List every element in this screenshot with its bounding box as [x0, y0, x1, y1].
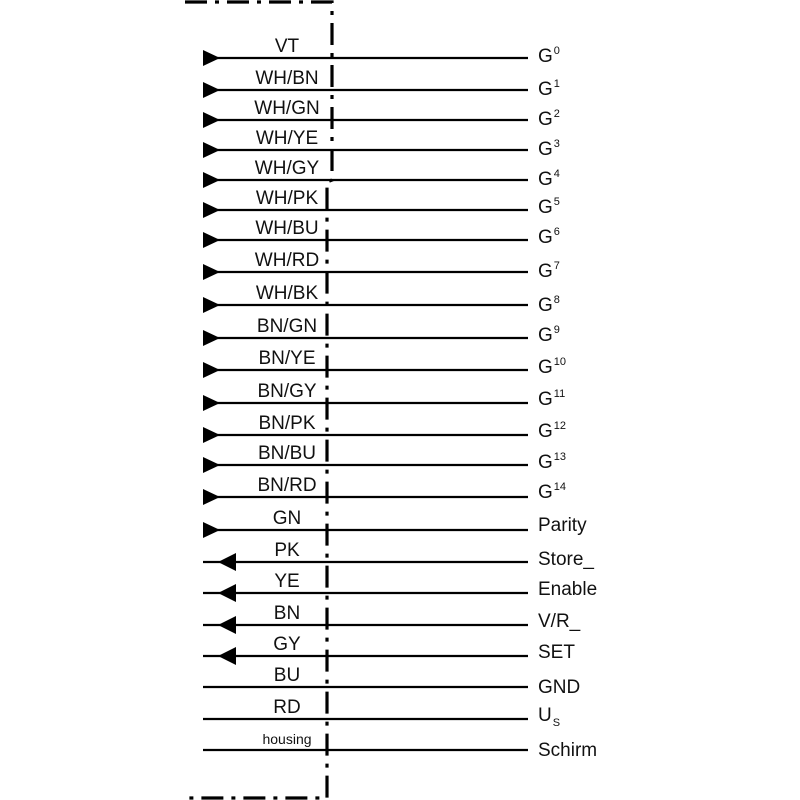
wire-color-label: WH/GN — [254, 98, 320, 119]
arrow-out-icon — [218, 647, 236, 665]
arrow-out-icon — [218, 553, 236, 571]
signal-name: G — [538, 46, 553, 67]
wire-color-label: BU — [273, 665, 301, 686]
wire-row — [203, 475, 566, 505]
wire-row — [203, 188, 560, 218]
arrow-in-icon — [203, 297, 220, 313]
wire-row — [203, 508, 587, 538]
wire-row — [203, 731, 597, 761]
arrow-in-icon — [203, 264, 220, 280]
wire-row — [203, 413, 566, 443]
wire-color-label: BN/RD — [257, 475, 317, 496]
signal-name: G — [538, 482, 553, 503]
signal-label — [538, 108, 560, 130]
wire-row — [203, 348, 566, 378]
signal-superscript: 7 — [553, 260, 560, 272]
signal-superscript: 6 — [553, 226, 560, 238]
signal-label — [538, 579, 597, 600]
signal-superscript: 9 — [553, 324, 560, 336]
wire-row — [203, 603, 581, 634]
signal-label — [538, 138, 560, 160]
signal-label — [538, 481, 566, 503]
signal-label — [538, 549, 594, 570]
signal-name: G — [538, 169, 553, 190]
signal-name: G — [538, 261, 553, 282]
signal-label — [538, 515, 587, 536]
wire-color-label: VT — [274, 36, 300, 57]
wire-color-label: GY — [273, 634, 301, 655]
signal-superscript: 1 — [553, 78, 560, 90]
wire-row — [203, 68, 560, 100]
signal-name: G — [538, 357, 553, 378]
wire-row — [203, 571, 597, 602]
signal-superscript: 13 — [553, 451, 567, 463]
wire-row — [203, 697, 560, 729]
wire-row — [203, 665, 580, 698]
arrow-in-icon — [203, 489, 220, 505]
wire-color-label: WH/PK — [255, 188, 319, 209]
wire-rows — [203, 36, 597, 761]
signal-name: G — [538, 79, 553, 100]
wire-row — [203, 634, 575, 665]
wire-row — [203, 443, 566, 473]
signal-name: Parity — [538, 515, 587, 536]
signal-name: G — [538, 295, 553, 316]
signal-superscript: 14 — [553, 481, 567, 493]
signal-label — [538, 388, 565, 410]
signal-name: Store_ — [538, 549, 594, 570]
arrow-in-icon — [203, 522, 220, 538]
signal-name: G — [538, 421, 553, 442]
signal-label — [538, 78, 560, 100]
signal-label — [538, 196, 560, 218]
wire-color-label: WH/GY — [254, 158, 320, 179]
arrow-in-icon — [203, 202, 220, 218]
arrow-in-icon — [203, 457, 220, 473]
signal-name: U — [538, 705, 552, 726]
wire-color-label: BN — [273, 603, 301, 624]
arrow-in-icon — [203, 172, 220, 188]
signal-name: G — [538, 452, 553, 473]
wire-color-label: WH/RD — [254, 250, 320, 271]
signal-name: V/R_ — [538, 611, 581, 632]
arrow-in-icon — [203, 232, 220, 248]
signal-label — [538, 642, 575, 663]
wire-color-label: YE — [274, 571, 300, 592]
signal-superscript: 2 — [553, 108, 560, 120]
signal-label — [538, 356, 566, 378]
arrow-out-icon — [218, 616, 236, 634]
signal-label — [538, 226, 560, 248]
signal-subscript: S — [552, 717, 561, 729]
signal-name: G — [538, 389, 553, 410]
wire-color-label: GN — [272, 508, 302, 529]
wire-color-label: BN/GY — [257, 381, 317, 402]
signal-superscript: 3 — [553, 138, 560, 150]
wire-color-label: BN/PK — [258, 413, 316, 434]
wire-row — [203, 128, 560, 160]
arrow-in-icon — [203, 142, 220, 158]
wire-row — [203, 316, 560, 346]
wire-row — [203, 158, 560, 190]
signal-name: G — [538, 227, 553, 248]
signal-superscript: 0 — [553, 45, 560, 57]
signal-superscript: 11 — [553, 388, 566, 400]
arrow-out-icon — [218, 584, 236, 602]
signal-name: G — [538, 325, 553, 346]
wire-color-label: WH/YE — [255, 128, 319, 149]
arrow-in-icon — [203, 50, 220, 66]
signal-name: G — [538, 109, 553, 130]
signal-name: GND — [538, 677, 581, 698]
wire-color-label: BN/YE — [258, 348, 316, 369]
wire-color-label: WH/BN — [255, 68, 319, 89]
signal-superscript: 12 — [553, 420, 567, 432]
signal-label — [538, 611, 581, 632]
arrow-in-icon — [203, 330, 220, 346]
wire-row — [203, 98, 560, 130]
wire-row — [203, 283, 560, 316]
signal-name: Schirm — [538, 740, 598, 761]
arrow-in-icon — [203, 427, 220, 443]
signal-name: SET — [538, 642, 575, 663]
signal-superscript: 10 — [553, 356, 567, 368]
signal-label — [538, 705, 560, 729]
wire-color-label: WH/BK — [255, 283, 319, 304]
wire-row — [203, 36, 560, 67]
signal-superscript: 5 — [553, 196, 560, 208]
signal-label — [538, 45, 560, 67]
wire-row — [203, 540, 594, 571]
signal-label — [538, 324, 560, 346]
wire-color-label: BN/BU — [257, 443, 317, 464]
wire-row — [203, 218, 560, 248]
wire-color-label: housing — [262, 731, 312, 747]
arrow-in-icon — [203, 112, 220, 128]
signal-label — [538, 740, 597, 761]
wire-color-label: WH/BU — [255, 218, 319, 239]
signal-label — [538, 168, 560, 190]
signal-label — [538, 260, 560, 282]
wire-row — [203, 250, 560, 282]
wire-color-label: BN/GN — [256, 316, 318, 337]
signal-label — [538, 420, 566, 442]
signal-label — [538, 294, 560, 316]
signal-superscript: 8 — [553, 294, 560, 306]
arrow-in-icon — [203, 82, 220, 98]
signal-label — [538, 677, 580, 698]
signal-name: G — [538, 197, 553, 218]
arrow-in-icon — [203, 395, 220, 411]
wire-row — [203, 381, 565, 411]
wire-color-label: RD — [273, 697, 301, 718]
signal-name: Enable — [538, 579, 598, 600]
signal-name: G — [538, 139, 553, 160]
signal-superscript: 4 — [553, 168, 560, 180]
signal-label — [538, 451, 566, 473]
arrow-in-icon — [203, 362, 220, 378]
wire-color-label: PK — [274, 540, 300, 561]
